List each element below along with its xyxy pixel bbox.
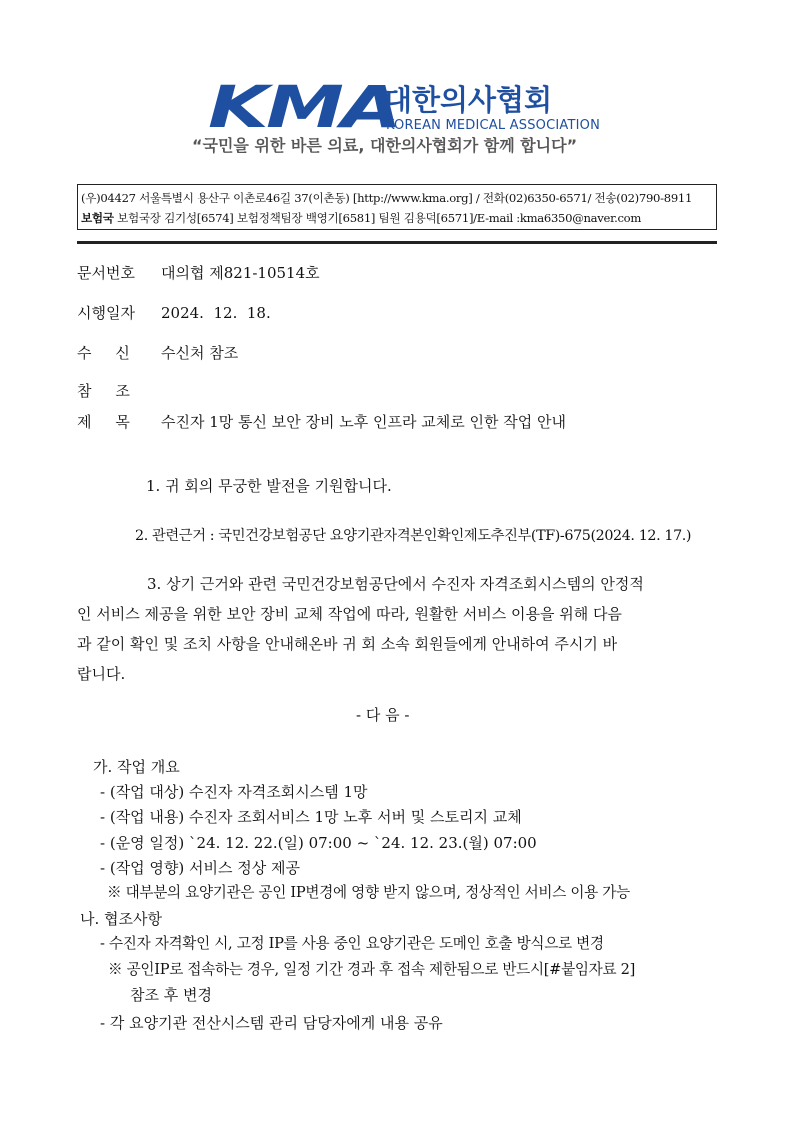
- issue-date: 2024. 12. 18.: [161, 304, 271, 322]
- recipient: 수신처 참조: [161, 344, 239, 362]
- doc-number-row: [77, 262, 320, 283]
- contact-line: [81, 210, 641, 226]
- section-b-item-1: - 수진자 자격확인 시, 고정 IP를 사용 중인 요양기관은 도메인 호출 방식으로 변경: [100, 935, 604, 952]
- paragraph-3-line-3: 과 같이 확인 및 조치 사항을 안내해온바 귀 회 소속 회원들에게 안내하여 주시기 바: [77, 635, 618, 653]
- section-a-note: ※ 대부분의 요양기관은 공인 IP변경에 영향 받지 않으며, 정상적인 서비스 이용 가능: [107, 884, 630, 901]
- subject-row: [77, 411, 566, 432]
- paragraph-1: 1. 귀 회의 무궁한 발전을 기원합니다.: [146, 477, 392, 495]
- paragraph-3-line-2: 인 서비스 제공을 위한 보안 장비 교체 작업에 따라, 원활한 서비스 이용을 위해 다음: [77, 605, 622, 623]
- org-name-english: KOREAN MEDICAL ASSOCIATION: [386, 118, 601, 133]
- section-b-note-line-1: ※ 공인IP로 접속하는 경우, 일정 기간 경과 후 접속 제한됨으로 반드시[#붙임자료 2]: [108, 961, 635, 978]
- subject: 수진자 1망 통신 보안 장비 노후 인프라 교체로 인한 작업 안내: [161, 413, 566, 431]
- section-a-title: 가. 작업 개요: [93, 758, 180, 776]
- date-row: [77, 302, 271, 323]
- paragraph-3-line-1: 3. 상기 근거와 관련 국민건강보험공단에서 수진자 자격조회시스템의 안정적: [147, 575, 644, 593]
- address-line: (우)04427 서울특별시 용산구 이촌로46길 37(이촌동) [http://www.kma.org] / 전화(02)6350-6571/ 전송(02)790-8911: [81, 191, 693, 205]
- date-label: 시행일자: [77, 304, 135, 322]
- address-box: [77, 184, 717, 230]
- contact-details: 보험국장 김기성[6574] 보험정책팀장 백영기[6581] 팀원 김용덕[6571]/E-mail :kma6350@naver.com: [113, 211, 642, 225]
- org-name-korean: 대한의사협회: [384, 83, 553, 117]
- header-divider: [77, 241, 717, 244]
- doc-number: 대의협 제821-10514호: [161, 264, 320, 282]
- recipient-row: [77, 342, 238, 363]
- slogan: “국민을 위한 바른 의료, 대한의사협회가 함께 합니다”: [192, 136, 578, 155]
- section-a-item-1: - (작업 대상) 수진자 자격조회시스템 1망: [100, 783, 368, 801]
- section-a-item-3: - (운영 일정) `24. 12. 22.(일) 07:00 ~ `24. 12. 23.(월) 07:00: [100, 834, 537, 852]
- paragraph-2: 2. 관련근거 : 국민건강보험공단 요양기관자격본인확인제도추진부(TF)-675(2024. 12. 17.): [135, 528, 692, 544]
- recipient-label: 수 신: [77, 344, 130, 362]
- section-b-note-line-2: 참조 후 변경: [130, 986, 212, 1004]
- paragraph-3-line-4: 랍니다.: [77, 665, 126, 683]
- department-label: 보험국: [81, 211, 114, 225]
- kma-logo: KMA: [208, 73, 400, 141]
- section-a-item-4: - (작업 영향) 서비스 정상 제공: [100, 859, 301, 877]
- section-a-item-2: - (작업 내용) 수진자 조회서비스 1망 노후 서버 및 스토리지 교체: [100, 808, 522, 826]
- doc-number-label: 문서번호: [77, 264, 135, 282]
- reference-label: 참 조: [77, 382, 130, 400]
- section-b-item-2: - 각 요양기관 전산시스템 관리 담당자에게 내용 공유: [100, 1014, 443, 1032]
- subject-label: 제 목: [77, 413, 130, 431]
- reference-row: [77, 380, 161, 401]
- section-b-title: 나. 협조사항: [80, 910, 162, 928]
- following-heading: - 다 음 -: [356, 706, 410, 724]
